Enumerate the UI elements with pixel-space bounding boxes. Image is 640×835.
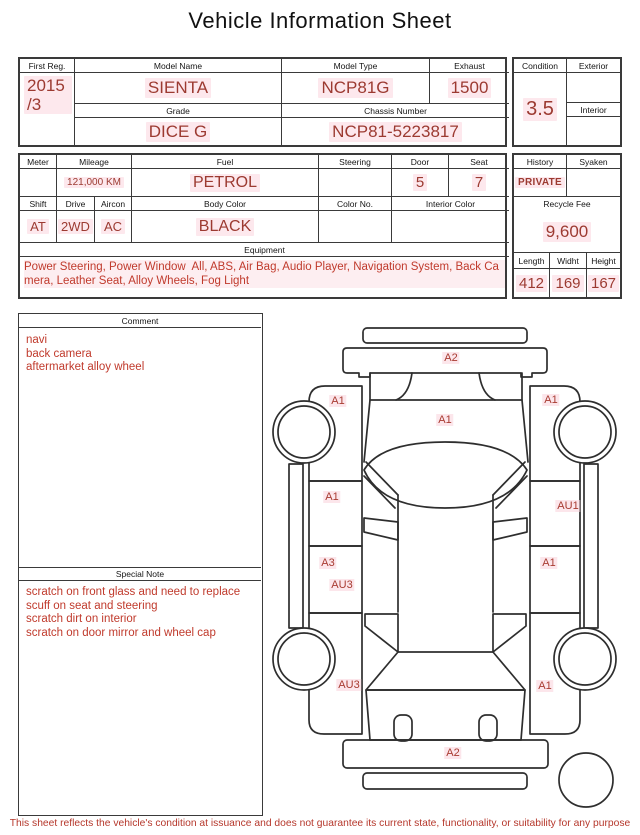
special-note-line: scratch dirt on interior — [26, 613, 137, 625]
comment-line: aftermarket alloy wheel — [26, 361, 145, 373]
first-reg-header: First Reg. — [20, 59, 75, 73]
width-value: 169 — [550, 269, 587, 297]
first-reg-value: 2015 /3 — [20, 73, 75, 145]
chassis-number-value: NCP81-5223817 — [282, 118, 509, 145]
seat-value: 7 — [449, 169, 509, 197]
recycle-fee-value: 9,600 — [514, 211, 620, 253]
special-note-line: scratch on door mirror and wheel cap — [26, 626, 216, 639]
syaken-value — [567, 169, 620, 197]
right-sill — [584, 464, 598, 628]
special-note-line: scratch on front glass and need to replace — [26, 586, 241, 598]
damage-label-right-front-door: AU1 — [557, 500, 579, 512]
body-color-value: BLACK — [132, 211, 319, 243]
left-b-pillar — [366, 462, 398, 495]
history-header: History — [514, 155, 567, 169]
left-headlight — [396, 373, 412, 400]
exhaust-header: Exhaust — [430, 59, 509, 73]
drive-value: 2WD — [57, 211, 95, 243]
special-note-header: Special Note — [19, 567, 261, 581]
interior-value — [567, 117, 620, 145]
right-front-door — [530, 481, 580, 546]
right-tail-light — [479, 715, 497, 741]
height-value: 167 — [587, 269, 620, 297]
drive-header: Drive — [57, 197, 95, 211]
damage-label-front-bumper: A2 — [444, 352, 458, 364]
aircon-header: Aircon — [95, 197, 132, 211]
shift-value: AT — [20, 211, 57, 243]
right-track-step — [493, 518, 527, 540]
mileage-header: Mileage — [57, 155, 132, 169]
length-header: Length — [514, 253, 550, 269]
tailgate — [366, 690, 525, 740]
mileage-value: 121,000 KM — [57, 169, 132, 197]
grade-header: Grade — [75, 104, 282, 118]
color-no-header: Color No. — [319, 197, 392, 211]
left-rear-wheel — [273, 628, 335, 690]
disclaimer-text: This sheet reflects the vehicle's condition at issuance and does not guarantee its current state, functionality, or suitability for any purpose — [9, 818, 631, 829]
recycle-fee-header: Recycle Fee — [543, 199, 591, 209]
damage-label-left-rear-quarter: AU3 — [338, 679, 360, 691]
fuel-value: PETROL — [132, 169, 319, 197]
aircon-value: AC — [95, 211, 132, 243]
comment-header: Comment — [19, 314, 261, 328]
exhaust-value: 1500 — [430, 73, 509, 104]
history-value: PRIVATE — [514, 169, 567, 197]
steering-header: Steering — [319, 155, 392, 169]
damage-label-rear-bumper: A2 — [446, 747, 460, 759]
shift-header: Shift — [20, 197, 57, 211]
spec-table — [18, 153, 507, 299]
car-damage-diagram — [268, 312, 640, 812]
comment-line: back camera — [26, 347, 92, 360]
roof — [364, 442, 527, 508]
steering-value — [319, 169, 392, 197]
condition-header: Condition — [514, 59, 567, 73]
interior-header: Interior — [567, 103, 620, 117]
model-name-header: Model Name — [75, 59, 282, 73]
meter-value — [20, 169, 57, 197]
damage-label-right-rear-quarter: A1 — [538, 680, 552, 692]
door-header: Door — [392, 155, 449, 169]
model-type-header: Model Type — [282, 59, 430, 73]
right-front-wheel — [554, 401, 616, 463]
rear-window — [366, 652, 525, 690]
right-b-pillar — [493, 462, 525, 495]
condition-value: 3.5 — [514, 73, 567, 145]
damage-label-right-rear-door: A1 — [542, 557, 556, 569]
width-header: Widht — [550, 253, 587, 269]
right-quarter-window — [493, 614, 526, 652]
exterior-header: Exterior — [567, 59, 620, 73]
comment-line: navi — [26, 334, 48, 346]
grade-value: DICE G — [75, 118, 282, 145]
comment-box — [18, 313, 263, 816]
color-no-value — [319, 211, 392, 243]
damage-label-left-front-door: A1 — [325, 491, 339, 503]
rear-lower-strip — [363, 773, 527, 789]
damage-label-right-front-fender: A1 — [544, 394, 558, 406]
model-type-value: NCP81G — [282, 73, 430, 104]
equipment-header: Equipment — [20, 243, 509, 257]
interior-color-header: Interior Color — [392, 197, 509, 211]
damage-label-left-rear-door: A3 — [321, 557, 335, 569]
front-panel — [370, 373, 522, 400]
condition-table — [512, 57, 622, 147]
model-name-value: SIENTA — [75, 73, 282, 104]
interior-color-value — [392, 211, 509, 243]
left-b-pillar-inner — [364, 476, 395, 508]
syaken-header: Syaken — [567, 155, 620, 169]
left-quarter-window — [365, 614, 398, 652]
body-color-header: Body Color — [132, 197, 319, 211]
model-info-table — [18, 57, 507, 147]
height-header: Height — [587, 253, 620, 269]
damage-label-left-front-fender: A1 — [331, 395, 345, 407]
hood-right-edge — [522, 400, 528, 462]
spare-wheel — [559, 753, 613, 807]
seat-header: Seat — [449, 155, 509, 169]
left-sill — [289, 464, 303, 628]
special-note-line: scuff on seat and steering — [26, 599, 158, 612]
damage-label-hood: A1 — [438, 414, 452, 426]
fuel-header: Fuel — [132, 155, 319, 169]
front-grille-strip — [363, 328, 527, 343]
comment-lines — [26, 334, 242, 375]
hood-left-edge — [364, 400, 370, 462]
length-value: 412 — [514, 269, 550, 297]
left-front-wheel — [273, 401, 335, 463]
left-track-step — [364, 518, 398, 540]
meter-header: Meter — [20, 155, 57, 169]
special-note-lines — [26, 586, 242, 640]
right-rear-wheel — [554, 628, 616, 690]
damage-label-left-rear-door-2: AU3 — [331, 579, 353, 591]
fee-table — [512, 153, 622, 299]
door-value: 5 — [392, 169, 449, 197]
right-headlight — [479, 373, 495, 400]
right-b-pillar-inner — [496, 476, 527, 508]
left-tail-light — [394, 715, 412, 741]
equipment-value: Power Steering, Power Window All, ABS, Air Bag, Audio Player, Navigation System, Back Camera, Leather Seat, Alloy Wheels, Fog Light — [20, 257, 509, 301]
chassis-number-header: Chassis Number — [282, 104, 509, 118]
page-title: Vehicle Information Sheet — [188, 8, 452, 33]
exterior-value — [567, 73, 620, 103]
